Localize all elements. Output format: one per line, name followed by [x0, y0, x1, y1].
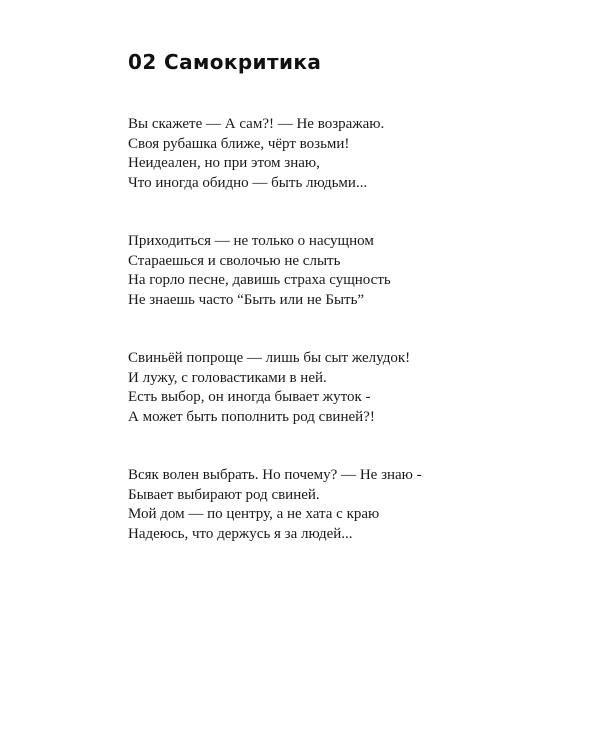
- poem-line: Не знаешь часто “Быть или не Быть”: [128, 291, 365, 308]
- poem-line: Есть выбор, он иногда бывает жуток -: [128, 389, 371, 405]
- stanza-2: [128, 232, 568, 310]
- poem-line: И лужу, с головастиками в ней.: [128, 369, 327, 386]
- stanza-4: [128, 466, 568, 544]
- poem-line: Стараешься и сволочью не слыть: [128, 252, 341, 269]
- poem-line: Бывает выбирают род свиней.: [128, 486, 320, 503]
- poem-line: Мой дом — по центру, а не хата с краю: [128, 506, 380, 522]
- poem-line: Своя рубашка ближе, чёрт возьми!: [128, 135, 350, 152]
- poem-line: Вы скажете — А сам?! — Не возражаю.: [128, 116, 385, 132]
- poem-line: А может быть пополнить род свиней?!: [128, 408, 375, 425]
- stanza-1: [128, 115, 568, 193]
- poem-line: Приходиться — не только о насущном: [128, 233, 374, 249]
- poem-line: Всяк волен выбрать. Но почему? — Не знаю -: [128, 467, 422, 483]
- poem-line: На горло песне, давишь страха сущность: [128, 272, 391, 288]
- stanza-3: [128, 349, 568, 427]
- poem-line: Надеюсь, что держусь я за людей...: [128, 525, 353, 542]
- poem-line: Неидеален, но при этом знаю,: [128, 155, 320, 171]
- poem-body: [128, 115, 568, 583]
- poem-line: Свиньёй попроще — лишь бы сыт желудок!: [128, 350, 411, 366]
- poem-title: 02 Самокритика: [128, 50, 322, 74]
- poem-line: Что иногда обидно — быть людьми...: [128, 174, 368, 191]
